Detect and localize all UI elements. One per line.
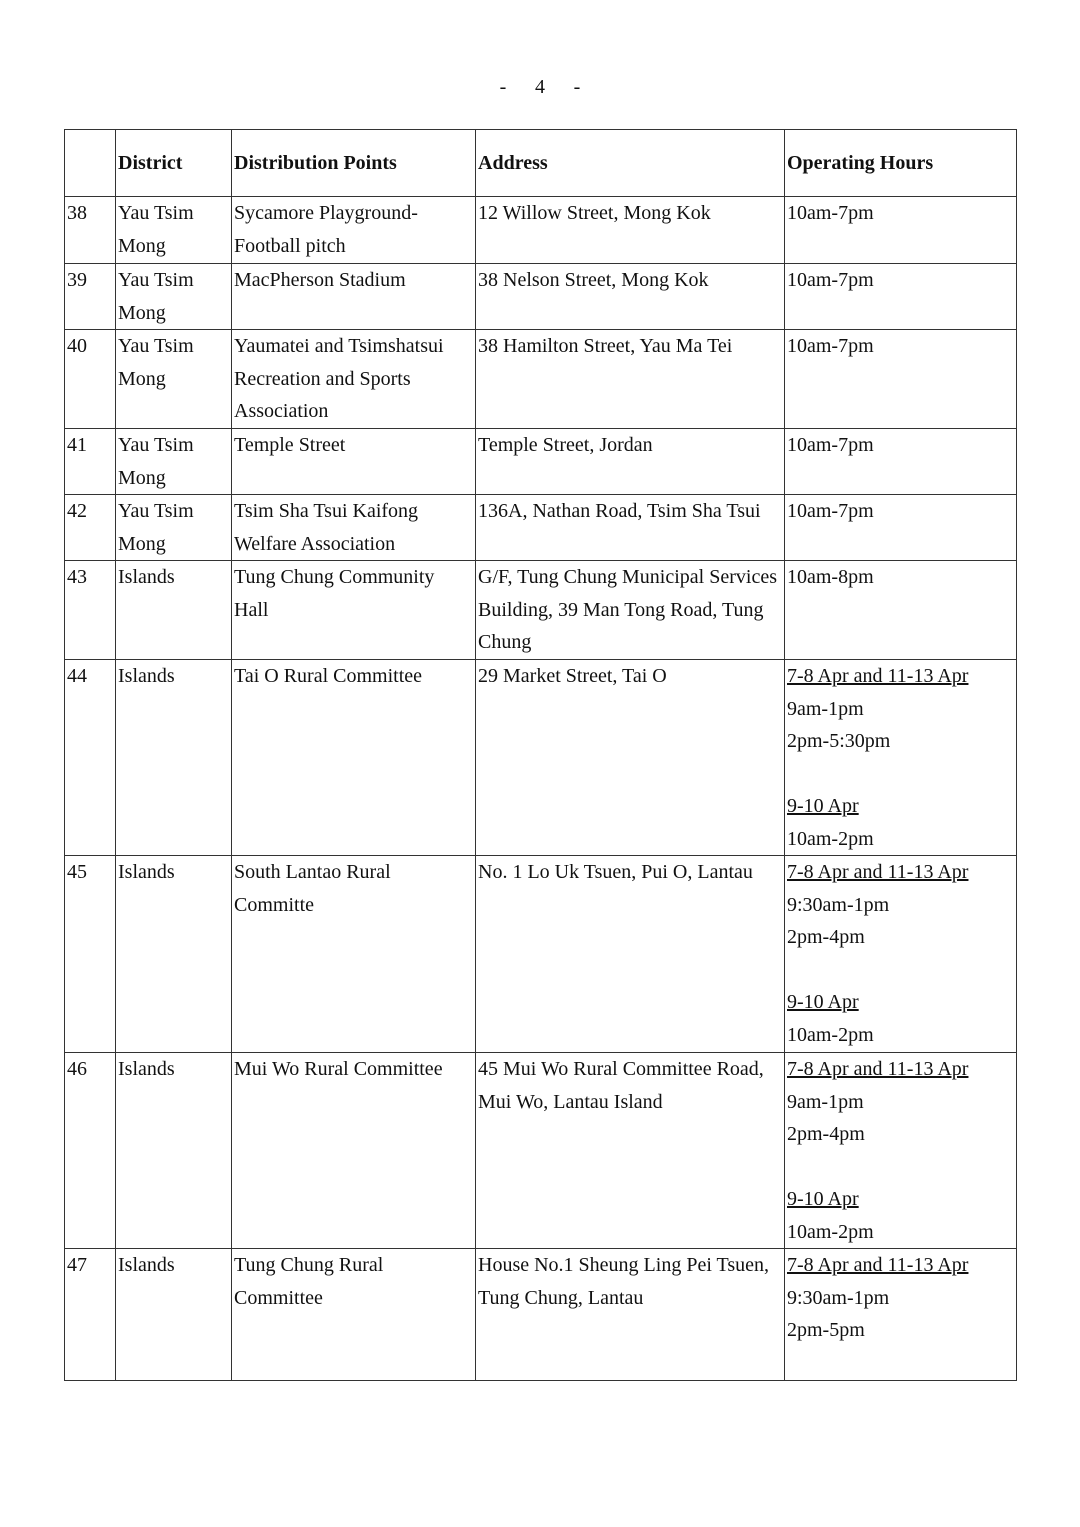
district-cell: Yau Tsim Mong: [116, 495, 232, 561]
operating-hours-cell: [785, 660, 1017, 856]
hours-time-range: 9am-1pm: [787, 697, 864, 720]
page-number-dash-left: -: [499, 76, 507, 98]
row-number-cell: 41: [65, 429, 116, 495]
address-cell: G/F, Tung Chung Municipal Services Building, 39 Man Tong Road, Tung Chung: [476, 561, 785, 660]
row-number-cell: 40: [65, 330, 116, 429]
address-cell: 136A, Nathan Road, Tsim Sha Tsui: [476, 495, 785, 561]
table-row: [65, 429, 1017, 495]
operating-hours-cell: [785, 429, 1017, 495]
header-operating-hours: Operating Hours: [785, 130, 1017, 197]
table-row: [65, 264, 1017, 330]
operating-hours-cell: [785, 856, 1017, 1053]
address-cell: Temple Street, Jordan: [476, 429, 785, 495]
header-district: District: [116, 130, 232, 197]
operating-hours-cell: [785, 495, 1017, 561]
district-cell: Yau Tsim Mong: [116, 197, 232, 264]
distribution-point-cell: Mui Wo Rural Committee: [232, 1053, 476, 1249]
distribution-point-cell: Sycamore Playground-Football pitch: [232, 197, 476, 264]
operating-hours-cell: [785, 1249, 1017, 1381]
hours-time-range: 9am-1pm: [787, 1090, 864, 1113]
hours-date-range: 9-10 Apr: [787, 795, 859, 817]
operating-hours-cell: [785, 197, 1017, 264]
row-number-cell: 46: [65, 1053, 116, 1249]
hours-time-range: 2pm-4pm: [787, 1123, 865, 1145]
distribution-points-table: [64, 129, 1017, 1381]
hours-time-range: 10am-7pm: [787, 269, 874, 291]
distribution-point-cell: South Lantao Rural Committe: [232, 856, 476, 1053]
row-number-cell: 45: [65, 856, 116, 1053]
table-row: [65, 197, 1017, 264]
address-cell: House No.1 Sheung Ling Pei Tsuen, Tung Chung, Lantau: [476, 1249, 785, 1381]
operating-hours-cell: [785, 330, 1017, 429]
hours-time-range: 10am-7pm: [787, 434, 874, 456]
distribution-point-cell: Tsim Sha Tsui Kaifong Welfare Association: [232, 495, 476, 561]
row-number-cell: 42: [65, 495, 116, 561]
table-row: [65, 561, 1017, 660]
hours-date-range: 7-8 Apr and 11-13 Apr: [787, 861, 969, 883]
address-cell: 29 Market Street, Tai O: [476, 660, 785, 856]
district-cell: Islands: [116, 856, 232, 1053]
district-cell: Yau Tsim Mong: [116, 264, 232, 330]
table-header-row: [65, 130, 1017, 197]
district-cell: Islands: [116, 1053, 232, 1249]
operating-hours-cell: [785, 264, 1017, 330]
hours-date-range: 7-8 Apr and 11-13 Apr: [787, 1254, 969, 1276]
hours-time-range: 2pm-5pm: [787, 1319, 865, 1341]
distribution-point-cell: Yaumatei and Tsimshatsui Recreation and Sports Association: [232, 330, 476, 429]
table-row: [65, 1249, 1017, 1381]
table-row: [65, 856, 1017, 1053]
row-number-cell: 43: [65, 561, 116, 660]
hours-time-range: 10am-7pm: [787, 202, 874, 224]
row-number-cell: 47: [65, 1249, 116, 1381]
hours-time-range: 10am-7pm: [787, 335, 874, 357]
page-number: [0, 76, 1080, 99]
address-cell: 12 Willow Street, Mong Kok: [476, 197, 785, 264]
hours-time-range: 10am-2pm: [787, 1220, 874, 1243]
hours-time-range: 10am-2pm: [787, 827, 874, 850]
hours-date-range: 9-10 Apr: [787, 991, 859, 1013]
hours-time-range: 9:30am-1pm: [787, 1286, 890, 1309]
district-cell: Yau Tsim Mong: [116, 330, 232, 429]
page-number-value: 4: [535, 76, 545, 98]
distribution-point-cell: Tai O Rural Committee: [232, 660, 476, 856]
hours-time-range: 2pm-4pm: [787, 926, 865, 948]
address-cell: 38 Nelson Street, Mong Kok: [476, 264, 785, 330]
table-row: [65, 495, 1017, 561]
table-row: [65, 330, 1017, 429]
district-cell: Yau Tsim Mong: [116, 429, 232, 495]
address-cell: 45 Mui Wo Rural Committee Road, Mui Wo, Lantau Island: [476, 1053, 785, 1249]
distribution-point-cell: MacPherson Stadium: [232, 264, 476, 330]
row-number-cell: 39: [65, 264, 116, 330]
hours-time-range: 9:30am-1pm: [787, 893, 890, 916]
table-row: [65, 1053, 1017, 1249]
hours-time-range: 2pm-5:30pm: [787, 730, 891, 752]
table-row: [65, 660, 1017, 856]
row-number-cell: 38: [65, 197, 116, 264]
header-distribution-points: Distribution Points: [232, 130, 476, 197]
hours-date-range: 9-10 Apr: [787, 1188, 859, 1210]
distribution-point-cell: Temple Street: [232, 429, 476, 495]
hours-date-range: 7-8 Apr and 11-13 Apr: [787, 665, 969, 687]
header-number: [65, 130, 116, 197]
table-body: [65, 197, 1017, 1381]
header-address: Address: [476, 130, 785, 197]
hours-time-range: 10am-7pm: [787, 500, 874, 522]
row-number-cell: 44: [65, 660, 116, 856]
address-cell: 38 Hamilton Street, Yau Ma Tei: [476, 330, 785, 429]
operating-hours-cell: [785, 1053, 1017, 1249]
hours-time-range: 10am-8pm: [787, 566, 874, 588]
distribution-point-cell: Tung Chung Rural Committee: [232, 1249, 476, 1381]
district-cell: Islands: [116, 561, 232, 660]
district-cell: Islands: [116, 660, 232, 856]
district-cell: Islands: [116, 1249, 232, 1381]
operating-hours-cell: [785, 561, 1017, 660]
page-number-dash-right: -: [573, 76, 581, 98]
hours-date-range: 7-8 Apr and 11-13 Apr: [787, 1058, 969, 1080]
distribution-point-cell: Tung Chung Community Hall: [232, 561, 476, 660]
address-cell: No. 1 Lo Uk Tsuen, Pui O, Lantau: [476, 856, 785, 1053]
hours-time-range: 10am-2pm: [787, 1023, 874, 1046]
